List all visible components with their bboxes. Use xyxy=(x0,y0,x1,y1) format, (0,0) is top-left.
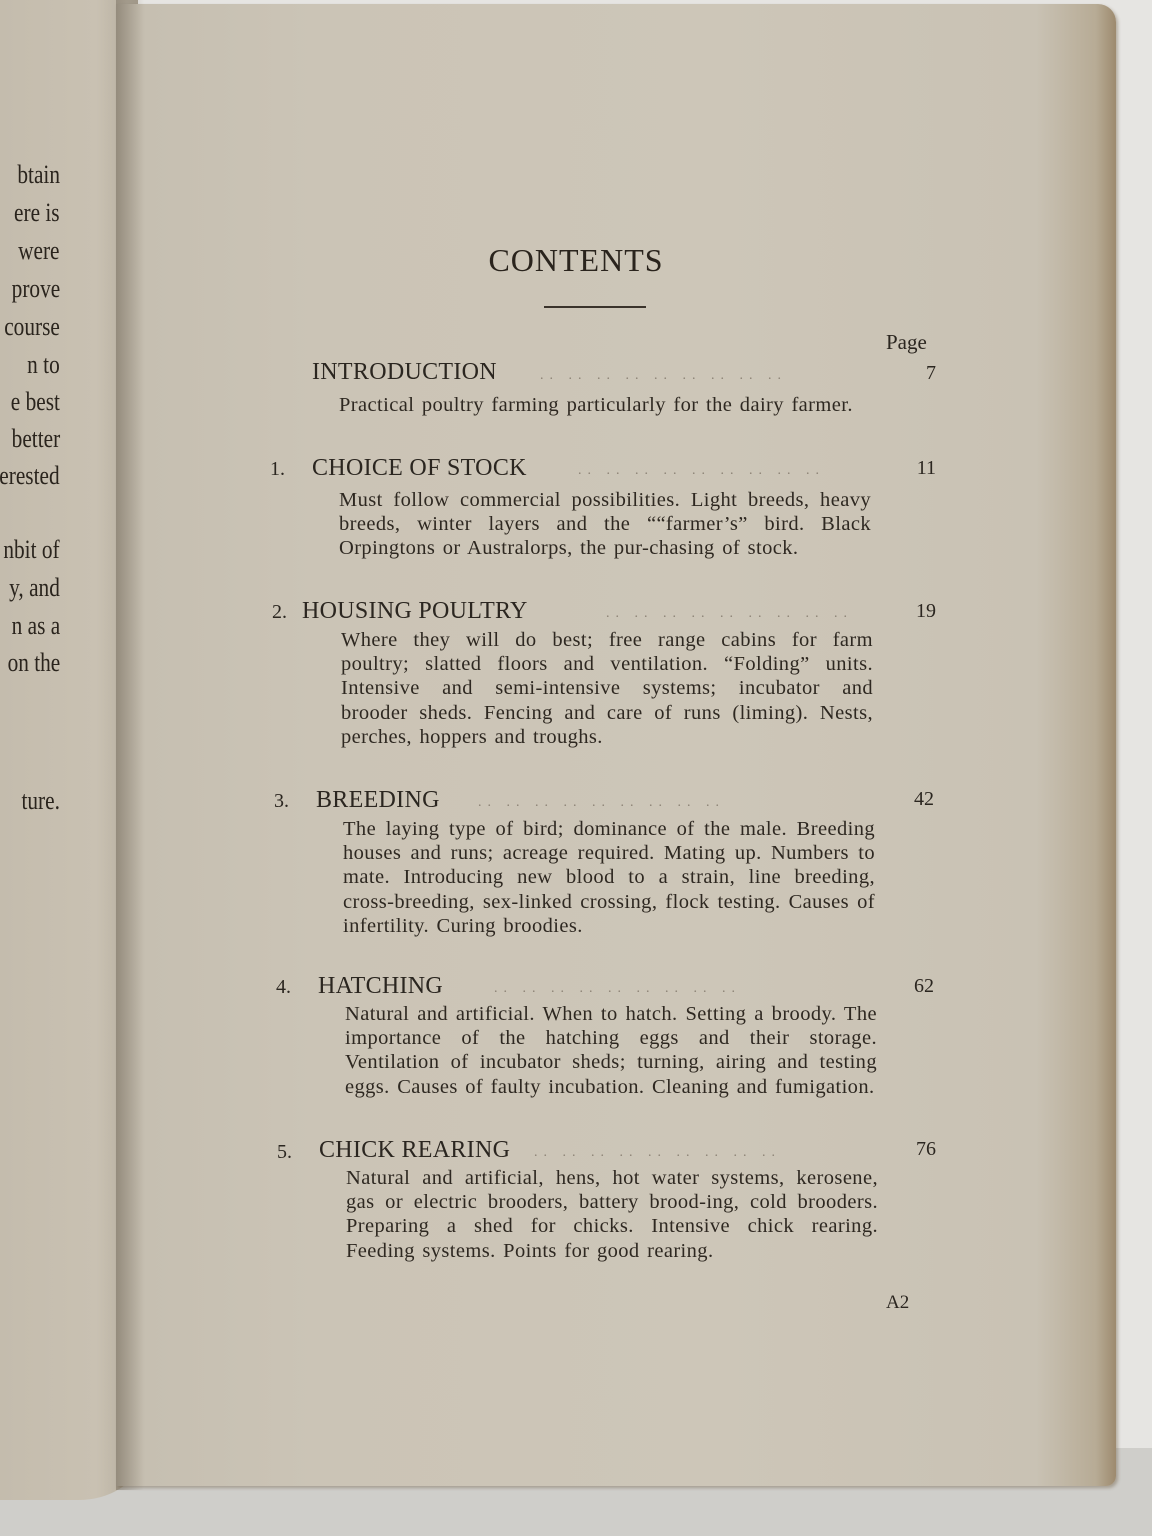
toc-entry-heading[interactable]: HATCHING xyxy=(318,973,444,999)
toc-entry-number: 3. xyxy=(274,790,289,812)
left-page-line: n to xyxy=(27,350,60,379)
toc-entry-description: Must follow commercial possibilities. Light breeds, heavy breeds, winter layers and the ““farmer’s” bird. Black Orpingtons or Australorps, the pur-chasing of stock. xyxy=(339,489,871,560)
toc-entry-description: Natural and artificial, hens, hot water systems, kerosene, gas or electric brooders, battery brood-ing, cold brooders. Preparing a shed for chicks. Intensive chick rearing. Feeding systems. Points for good rearing. xyxy=(346,1167,878,1262)
spine-shadow xyxy=(116,0,144,1490)
left-page-line: ere is xyxy=(14,198,60,227)
toc-entry-heading[interactable]: CHOICE OF STOCK xyxy=(312,455,527,481)
signature-mark: A2 xyxy=(886,1292,910,1313)
toc-entry-description: Practical poultry farming particularly for the dairy farmer. xyxy=(339,394,853,416)
left-page-line: prove xyxy=(11,274,60,303)
dot-leader: .. .. .. .. .. .. .. .. .. xyxy=(494,981,741,996)
toc-entry-page[interactable]: 42 xyxy=(914,788,934,810)
toc-entry-heading[interactable]: BREEDING xyxy=(316,787,440,813)
left-page-line: erested xyxy=(0,461,60,490)
toc-entry-heading[interactable]: INTRODUCTION xyxy=(312,359,497,385)
toc-entry-description: The laying type of bird; dominance of the male. Breeding houses and runs; acreage required. Mating up. Numbers to mate. Introducing new blood to a strain, line breeding, cross-breeding, sex-linked crossing, flock testing. Causes of infertility. Curing broodies. xyxy=(343,818,875,937)
left-page-line: e best xyxy=(10,387,60,416)
toc-entry-page[interactable]: 76 xyxy=(916,1138,936,1160)
toc-entry-number: 1. xyxy=(270,458,285,480)
title-rule xyxy=(544,306,646,308)
left-page-line: n as a xyxy=(11,611,60,640)
left-page-line: on the xyxy=(7,648,60,677)
toc-entry-heading[interactable]: HOUSING POULTRY xyxy=(302,598,528,624)
left-page-line: btain xyxy=(17,160,60,189)
toc-entry-page[interactable]: 11 xyxy=(916,457,936,479)
left-page-line: ture. xyxy=(21,786,60,815)
toc-entry-description: Where they will do best; free range cabins for farm poultry; slatted floors and ventilation. “Folding” units. Intensive and semi-intensive systems; incubator and brooder sheds. Fencing and care of runs (liming). Nests, perches, hoppers and troughs. xyxy=(341,629,873,748)
dot-leader: .. .. .. .. .. .. .. .. .. xyxy=(534,1145,781,1160)
page-title: CONTENTS xyxy=(488,242,664,278)
toc-entry-heading[interactable]: CHICK REARING xyxy=(319,1137,511,1163)
left-page-line: nbit of xyxy=(3,535,60,564)
toc-entry-number: 5. xyxy=(277,1141,292,1163)
toc-entry-page[interactable]: 7 xyxy=(926,362,936,384)
toc-entry-description: Natural and artificial. When to hatch. Setting a broody. The importance of the hatching eggs and their storage. Ventilation of incubator sheds; turning, airing and testing eggs. Causes of faulty incubation. Cleaning and fumigation. xyxy=(345,1003,877,1098)
toc-entry-number: 2. xyxy=(272,601,287,623)
dot-leader: .. .. .. .. .. .. .. .. .. xyxy=(540,368,787,383)
page-column-label: Page xyxy=(886,330,927,354)
toc-entry-number: 4. xyxy=(276,976,291,998)
dot-leader: .. .. .. .. .. .. .. .. .. xyxy=(606,606,853,621)
dot-leader: .. .. .. .. .. .. .. .. .. xyxy=(578,463,825,478)
dot-leader: .. .. .. .. .. .. .. .. .. xyxy=(478,795,725,810)
left-page-line: were xyxy=(18,236,60,265)
left-page-line: course xyxy=(4,312,60,341)
toc-entry-page[interactable]: 62 xyxy=(914,975,934,997)
left-page-line: y, and xyxy=(9,573,60,602)
left-page-line: better xyxy=(11,424,60,453)
toc-entry-page[interactable]: 19 xyxy=(916,600,936,622)
